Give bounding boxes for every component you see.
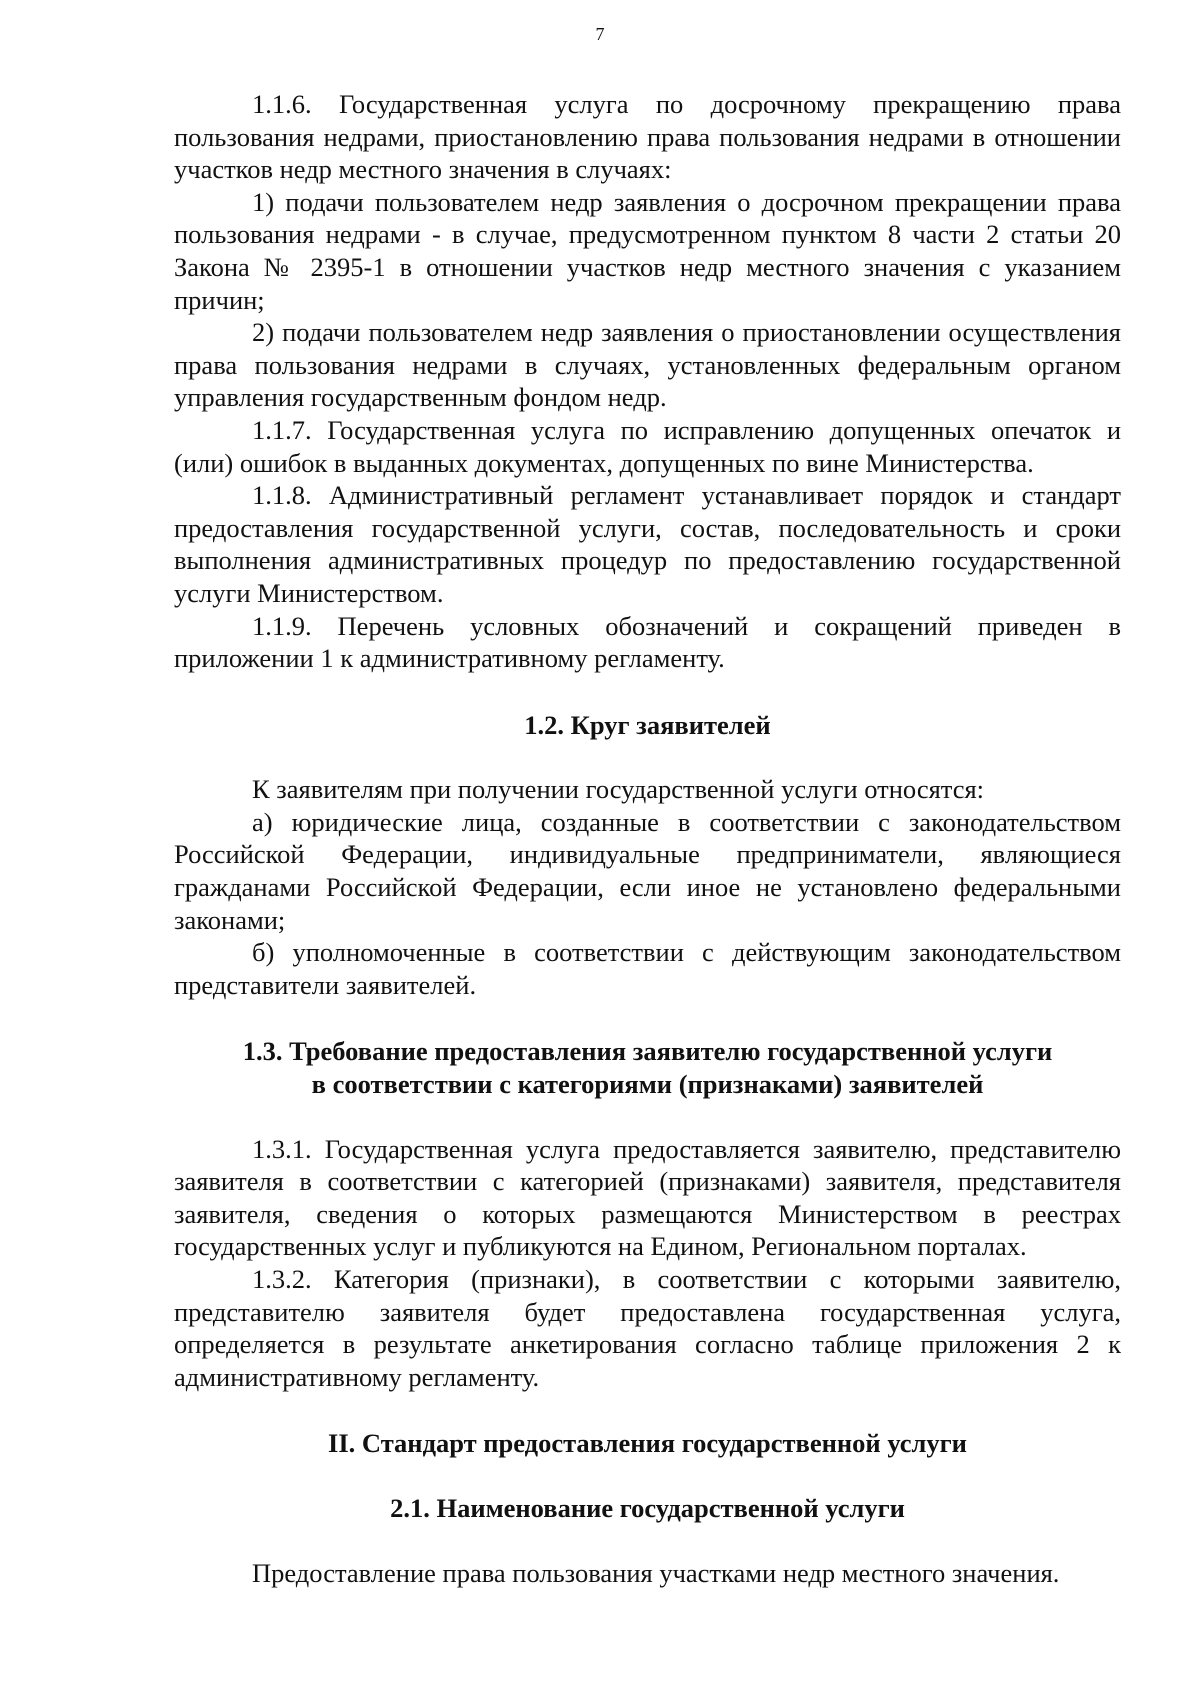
paragraph-2-1: Предоставление права пользования участками недр местного значения. (252, 1557, 1060, 1588)
section-heading-1-3-line-1: 1.3. Требование предоставления заявителю государственной услуги (242, 1036, 1053, 1067)
section-heading-1-2: 1.2. Круг заявителей (524, 709, 771, 740)
page-number: 7 (595, 24, 605, 44)
paragraph-1-1-9: 1.1.9. Перечень условных обозначений и сокращений приведен в приложении 1 к административному регламенту. (174, 610, 1121, 674)
paragraph-applicants-intro: К заявителям при получении государственной услуги относятся: (252, 774, 985, 805)
paragraph-1-3-1: 1.3.1. Государственная услуга предоставляется заявителю, представителю заявителя в соответствии с категорией (признаками) заявителя, представителя заявителя, сведения о которых размещаются Министерством в реестрах государственных услуг и публикуются на Едином, Региональном порталах. (174, 1133, 1121, 1262)
paragraph-1-1-6-item-2: 2) подачи пользователем недр заявления о приостановлении осуществления права пользования недрами в случаях, установленных федеральным органом управления государственным фондом недр. (174, 317, 1121, 413)
chapter-heading-2: II. Стандарт предоставления государственной услуги (328, 1428, 967, 1459)
paragraph-1-1-6-item-1: 1) подачи пользователем недр заявления о досрочном прекращении права пользования недрами - в случае, предусмотренном пунктом 8 части 2 статьи 20 Закона № 2395-1 в отношении участков недр местного значения с указанием причин; (174, 186, 1121, 315)
paragraph-applicants-b: б) уполномоченные в соответствии с действующим законодательством представители заявителей. (174, 937, 1121, 1000)
paragraph-1-1-7: 1.1.7. Государственная услуга по исправлению допущенных опечаток и (или) ошибок в выданных документах, допущенных по вине Министерства. (174, 414, 1121, 478)
paragraph-1-1-8: 1.1.8. Административный регламент устанавливает порядок и стандарт предоставления государственной услуги, состав, последовательность и сроки выполнения административных процедур по предоставлению государственной услуги Министерством. (174, 480, 1121, 608)
section-heading-2-1: 2.1. Наименование государственной услуги (390, 1492, 905, 1523)
paragraph-applicants-a: а) юридические лица, созданные в соответствии с законодательством Российской Федерации, индивидуальные предприниматели, являющиеся гражданами Российской Федерации, если иное не установлено федеральными законами; (174, 806, 1121, 935)
document-body (174, 88, 1121, 1589)
section-heading-1-3 (174, 1035, 1121, 1100)
section-heading-1-3-line-2: в соответствии с категориями (признаками) заявителей (311, 1069, 984, 1100)
paragraph-1-1-6: 1.1.6. Государственная услуга по досрочному прекращению права пользования недрами, приостановлению права пользования недрами в отношении участков недр местного значения в случаях: (174, 89, 1121, 185)
paragraph-1-3-2: 1.3.2. Категория (признаки), в соответствии с которыми заявителю, представителю заявителя будет предоставлена государственная услуга, определяется в результате анкетирования согласно таблице приложения 2 к административному регламенту. (174, 1264, 1121, 1392)
